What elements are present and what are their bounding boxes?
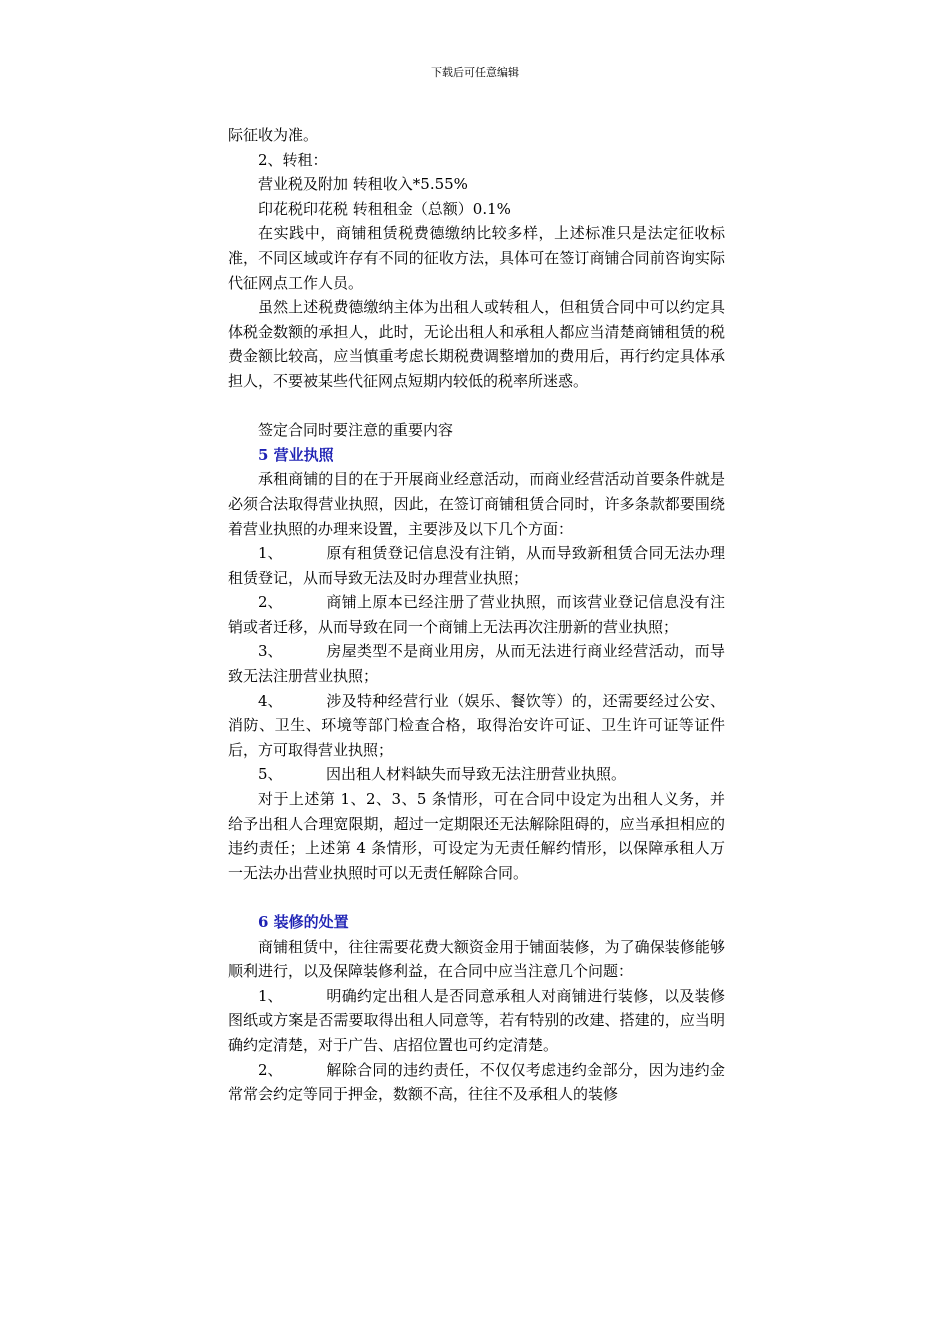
numbered-item [228,639,725,688]
item-number: 5、 [258,765,283,784]
item-number: 2、 [258,593,283,612]
blank-line [228,885,725,910]
paragraph: 营业税及附加 转租收入*5.55% [258,175,468,194]
numbered-item [228,1058,725,1107]
paragraph: 虽然上述税费德缴纳主体为出租人或转租人，但租赁合同中可以约定具体税金数额的承担人，此时，无论出租人和承租人都应当清楚商铺租赁的税费金额比较高，应当慎重考虑长期税费调整增加的费用后，再行约定具体承担人，不要被某些代征网点短期内较低的税率所迷惑。 [228,298,725,390]
paragraph: 2、转租： [258,150,328,169]
document-body [228,123,725,1107]
numbered-item [228,541,725,590]
item-number: 3、 [258,642,283,661]
numbered-item [228,762,725,787]
section-heading: 5 营业执照 [258,445,334,464]
item-text: 商铺上原本已经注册了营业执照，而该营业登记信息没有注销或者迁移，从而导致在同一个商铺上无法再次注册新的营业执照； [228,593,725,636]
item-text: 明确约定出租人是否同意承租人对商铺进行装修，以及装修图纸或方案是否需要取得出租人同意等，若有特别的改建、搭建的，应当明确约定清楚，对于广告、店招位置也可约定清楚。 [228,986,725,1054]
numbered-item [228,689,725,763]
paragraph: 印花税印花税 转租租金（总额）0.1% [258,199,511,218]
paragraph: 际征收为准。 [228,126,319,144]
section-heading: 6 装修的处置 [258,913,349,931]
paragraph: 商铺租赁中，往往需要花费大额资金用于铺面装修，为了确保装修能够顺利进行，以及保障装修利益，在合同中应当注意几个问题： [228,937,725,981]
numbered-item [228,984,725,1058]
item-text: 解除合同的违约责任，不仅仅考虑违约金部分，因为违约金常常会约定等同于押金，数额不高，往往不及承租人的装修 [228,1060,725,1104]
item-number: 4、 [258,691,283,710]
item-text: 因出租人材料缺失而导致无法注册营业执照。 [326,765,627,784]
item-number: 2、 [258,1060,283,1079]
item-text: 原有租赁登记信息没有注销，从而导致新租赁合同无法办理租赁登记，从而导致无法及时办理营业执照； [228,544,725,587]
blank-line [228,394,725,419]
paragraph: 对于上述第 1、2、3、5 条情形，可在合同中设定为出租人义务，并给予出租人合理宽限期，超过一定期限还无法解除阻碍的，应当承担相应的违约责任；上述第 4 条情形，可设定为无责任解约情形，以保障承租人万一无法办出营业执照时可以无责任解除合同。 [228,790,725,882]
item-number: 1、 [258,986,283,1005]
numbered-item [228,590,725,639]
paragraph: 签定合同时要注意的重要内容 [258,421,454,440]
item-number: 1、 [258,544,283,563]
item-text: 房屋类型不是商业用房，从而无法进行商业经营活动，而导致无法注册营业执照； [228,642,725,686]
item-text: 涉及特种经营行业（娱乐、餐饮等）的，还需要经过公安、消防、卫生、环境等部门检查合格，取得治安许可证、卫生许可证等证件后，方可取得营业执照； [228,691,725,759]
paragraph: 在实践中，商铺租赁税费德缴纳比较多样，上述标准只是法定征收标准，不同区域或许存有不同的征收方法，具体可在签订商铺合同前咨询实际代征网点工作人员。 [228,224,725,292]
paragraph: 承租商铺的目的在于开展商业经意活动，而商业经营活动首要条件就是必须合法取得营业执照，因此，在签订商铺租赁合同时，许多条款都要围绕着营业执照的办理来设置，主要涉及以下几个方面： [228,470,725,538]
page-header: 下载后可任意编辑 [431,66,519,79]
